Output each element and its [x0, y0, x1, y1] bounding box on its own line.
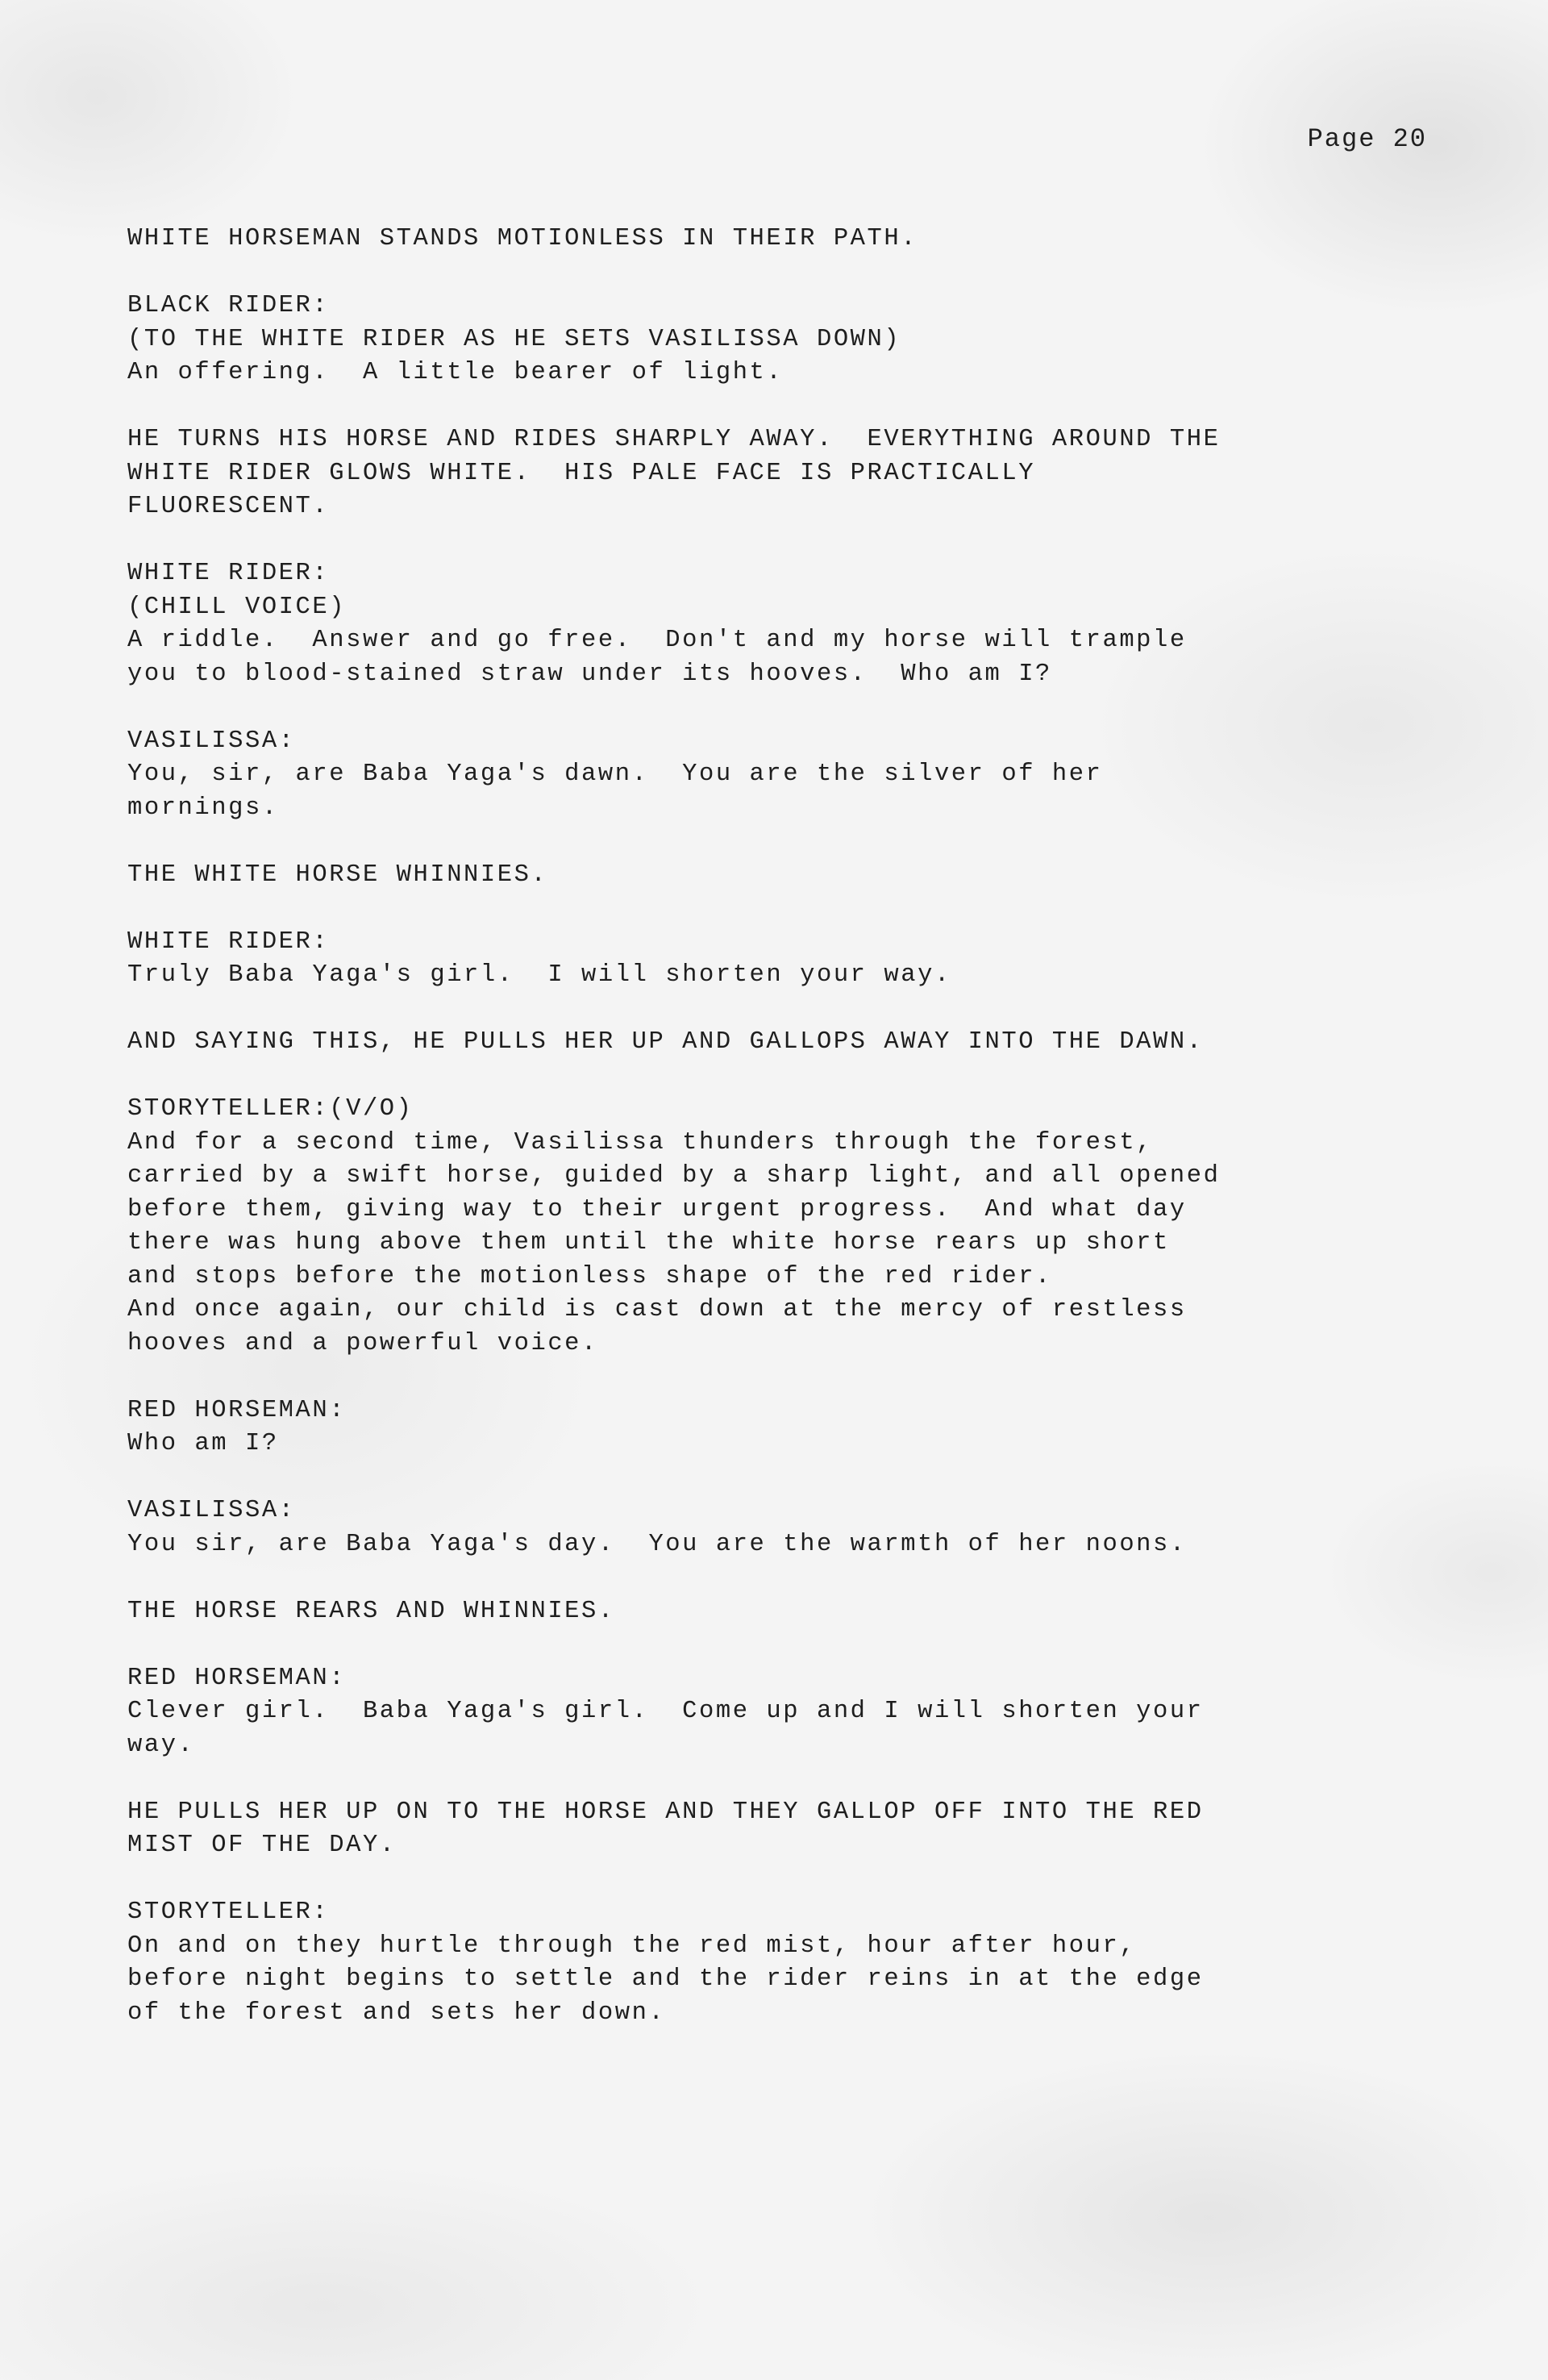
parenthetical: (CHILL VOICE) — [127, 593, 347, 621]
narration-line: carried by a swift horse, guided by a sharp light, and all opened — [127, 1162, 1221, 1190]
action-block — [127, 423, 1450, 524]
dialogue-block — [127, 557, 1450, 691]
character-name: STORYTELLER:(V/O) — [127, 1095, 414, 1123]
dialogue-line: you to blood-stained straw under its hooves. Who am I? — [127, 660, 1052, 688]
dialogue-block — [127, 926, 1450, 993]
narration-line: before them, giving way to their urgent progress. And what day — [127, 1195, 1187, 1223]
block-gap — [127, 390, 1450, 424]
dialogue-line: Truly Baba Yaga's girl. I will shorten your way. — [127, 961, 951, 989]
block-gap — [127, 1361, 1450, 1394]
narration-block — [127, 1093, 1450, 1361]
narration-block — [127, 1896, 1450, 2030]
narration-line: there was hung above them until the white horse rears up short — [127, 1229, 1170, 1257]
action-line: THE HORSE REARS AND WHINNIES. — [127, 1597, 615, 1625]
block-gap — [127, 993, 1450, 1027]
action-line: MIST OF THE DAY. — [127, 1832, 397, 1859]
dialogue-line: Who am I? — [127, 1430, 279, 1457]
block-gap — [127, 1461, 1450, 1495]
narration-line: And once again, our child is cast down at the mercy of restless — [127, 1296, 1187, 1323]
dialogue-line: Clever girl. Baba Yaga's girl. Come up and I will shorten your — [127, 1698, 1204, 1725]
parenthetical: (TO THE WHITE RIDER AS HE SETS VASILISSA DOWN) — [127, 325, 901, 353]
block-gap — [127, 825, 1450, 859]
character-name: RED HORSEMAN: — [127, 1396, 347, 1424]
block-gap — [127, 892, 1450, 926]
block-gap — [127, 256, 1450, 290]
character-name: VASILISSA: — [127, 727, 296, 755]
narration-line: before night begins to settle and the rider reins in at the edge — [127, 1965, 1204, 1993]
action-line: THE WHITE HORSE WHINNIES. — [127, 861, 548, 889]
character-name: RED HORSEMAN: — [127, 1664, 347, 1692]
block-gap — [127, 1561, 1450, 1595]
action-block — [127, 859, 1450, 893]
action-block — [127, 1026, 1450, 1060]
dialogue-line: way. — [127, 1731, 195, 1759]
narration-line: And for a second time, Vasilissa thunders through the forest, — [127, 1128, 1154, 1157]
block-gap — [127, 524, 1450, 558]
dialogue-block — [127, 1394, 1450, 1461]
action-block — [127, 1796, 1450, 1863]
block-gap — [127, 1628, 1450, 1662]
action-line: AND SAYING THIS, HE PULLS HER UP AND GALLOPS AWAY INTO THE DAWN. — [127, 1028, 1204, 1056]
action-block — [127, 223, 1450, 256]
block-gap — [127, 691, 1450, 725]
narration-line: of the forest and sets her down. — [127, 1999, 666, 2027]
narration-line: and stops before the motionless shape of the red rider. — [127, 1262, 1052, 1290]
action-block — [127, 1595, 1450, 1629]
dialogue-block — [127, 1494, 1450, 1561]
action-line: WHITE HORSEMAN STANDS MOTIONLESS IN THEIR PATH. — [127, 225, 918, 252]
action-line: FLUORESCENT. — [127, 493, 330, 520]
dialogue-line: A riddle. Answer and go free. Don't and my horse will trample — [127, 627, 1187, 654]
block-gap — [127, 1762, 1450, 1796]
dialogue-line: mornings. — [127, 794, 279, 822]
action-line: HE TURNS HIS HORSE AND RIDES SHARPLY AWAY. EVERYTHING AROUND THE — [127, 426, 1221, 453]
character-name: WHITE RIDER: — [127, 560, 330, 587]
dialogue-line: You sir, are Baba Yaga's day. You are the warmth of her noons. — [127, 1530, 1187, 1558]
dialogue-block — [127, 1662, 1450, 1763]
action-line: WHITE RIDER GLOWS WHITE. HIS PALE FACE IS PRACTICALLY — [127, 459, 1036, 487]
page-number: Page 20 — [1307, 124, 1427, 154]
character-name: WHITE RIDER: — [127, 927, 330, 956]
action-line: HE PULLS HER UP ON TO THE HORSE AND THEY GALLOP OFF INTO THE RED — [127, 1798, 1204, 1826]
narration-line: hooves and a powerful voice. — [127, 1329, 598, 1357]
character-name: STORYTELLER: — [127, 1899, 330, 1926]
dialogue-line: You, sir, are Baba Yaga's dawn. You are the silver of her — [127, 761, 1103, 788]
script-body — [127, 223, 1450, 2030]
character-name: VASILISSA: — [127, 1497, 296, 1524]
dialogue-line: An offering. A little bearer of light. — [127, 359, 784, 386]
block-gap — [127, 1863, 1450, 1897]
character-name: BLACK RIDER: — [127, 292, 330, 319]
dialogue-block — [127, 725, 1450, 826]
block-gap — [127, 1060, 1450, 1094]
dialogue-block — [127, 290, 1450, 390]
narration-line: On and on they hurtle through the red mist, hour after hour, — [127, 1932, 1137, 1960]
